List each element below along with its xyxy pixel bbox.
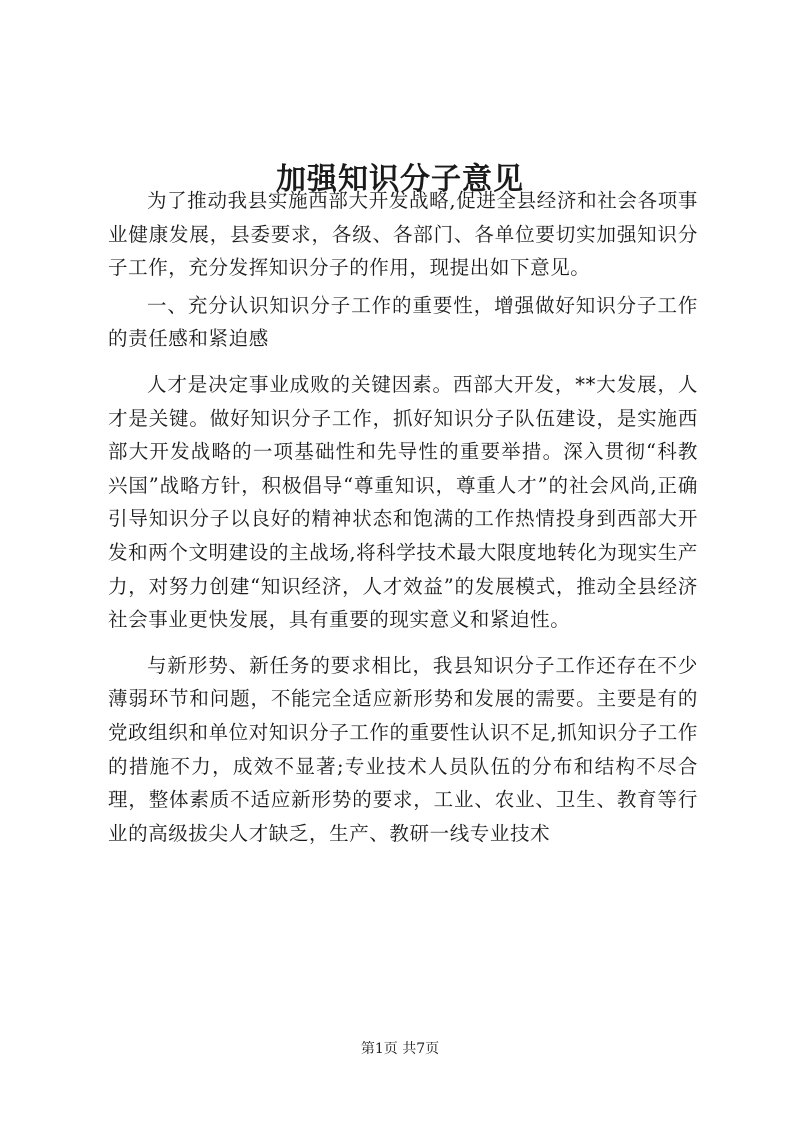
paragraph-intro: 为了推动我县实施西部大开发战略,促进全县经济和社会各项事业健康发展，县委要求，各级、各部门、各单位要切实加强知识分子工作，充分发挥知识分子的作用，现提出如下意见。 bbox=[108, 189, 698, 280]
paragraph-talent: 人才是决定事业成败的关键因素。西部大开发，**大发展，人才是关键。做好知识分子工作，抓好知识分子队伍建设，是实施西部大开发战略的一项基础性和先导性的重要举措。深入贯彻“科教兴国”战略方针，积极倡导“尊重知识，尊重人才”的社会风尚,正确引导知识分子以良好的精神状态和饱满的工作热情投身到西部大开发和两个文明建设的主战场,将科学技术最大限度地转化为现实生产力，对努力创建“知识经济，人才效益”的发展模式，推动全县经济社会事业更快发展，具有重要的现实意义和紧迫性。 bbox=[108, 372, 698, 632]
paragraph-problems: 与新形势、新任务的要求相比，我县知识分子工作还存在不少薄弱环节和问题，不能完全适应新形势和发展的需要。主要是有的党政组织和单位对知识分子工作的重要性认识不足,抓知识分子工作的措施不力，成效不显著;专业技术人员队伍的分布和结构不尽合理，整体素质不适应新形势的要求，工业、农业、卫生、教育等行业的高级拔尖人才缺乏，生产、教研一线专业技术 bbox=[108, 653, 698, 845]
document-body bbox=[108, 184, 698, 850]
page-footer: 第1页 共7页 bbox=[360, 1041, 440, 1057]
document-title: 加强知识分子意见 bbox=[276, 162, 524, 198]
section-heading-1: 一、充分认识知识分子工作的重要性，增强做好知识分子工作的责任感和紧迫感 bbox=[108, 293, 698, 351]
